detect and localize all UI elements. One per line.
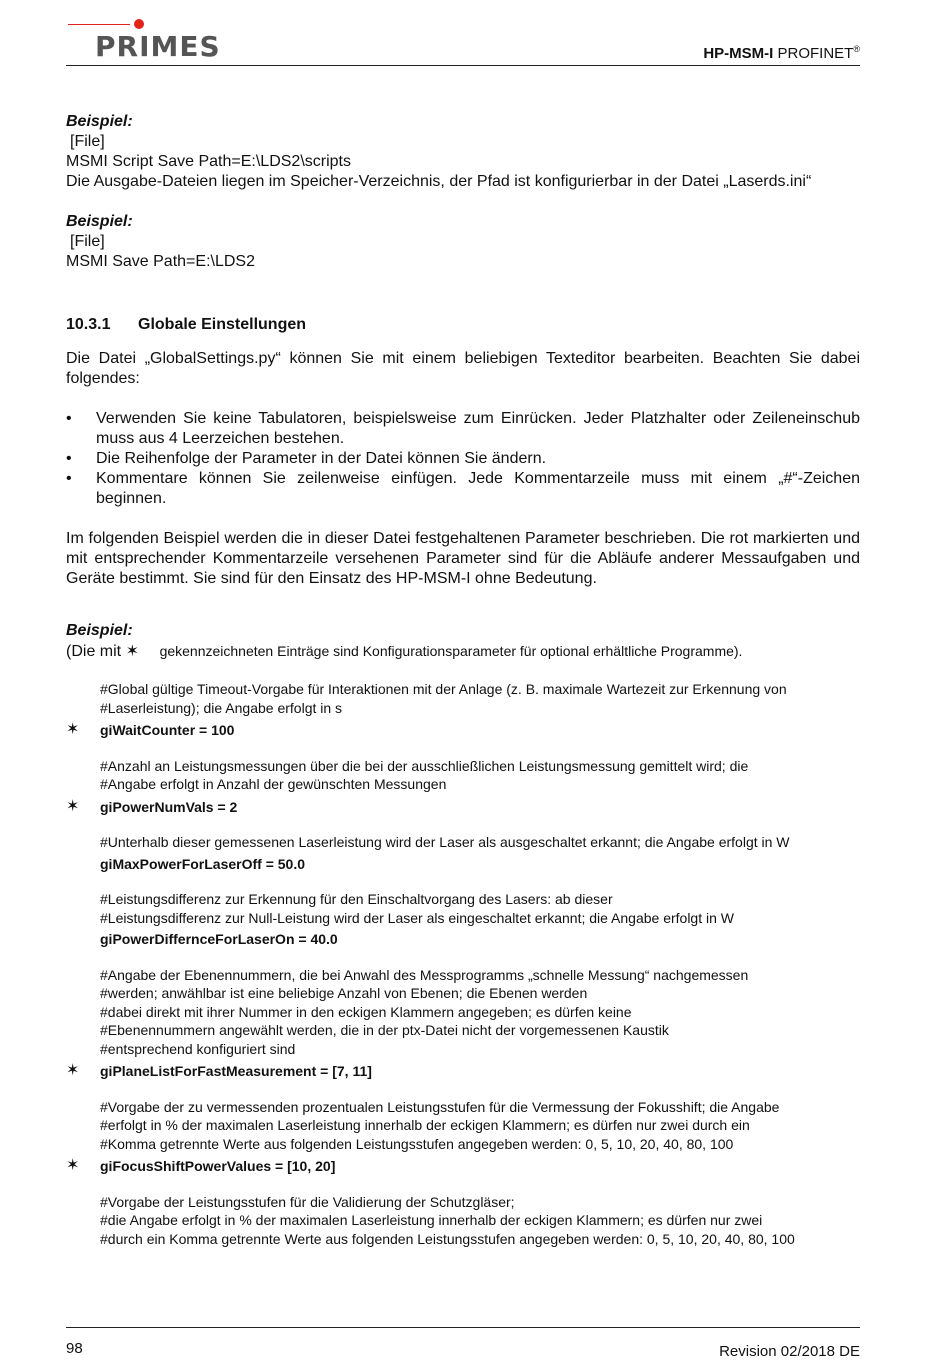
parameter-line (66, 1157, 860, 1176)
header-rule (66, 65, 860, 66)
comment-line: #Vorgabe der Leistungsstufen für die Validierung der Schutzgläser; (100, 1193, 515, 1210)
description-paragraph: Im folgenden Beispiel werden die in dieser Datei festgehaltenen Parameter beschrieben. Die rot markierten und mit entsprechender Kommentarzeile versehenen Parameter sind für die Abläufe anderer Messaufgaben und Geräte bestimmt. Sie sind für den Einsatz des HP-MSM-I ohne Bedeutung. (66, 530, 860, 587)
parameter-value: giPowerNumVals = 2 (100, 798, 238, 815)
logo-dot (134, 19, 144, 29)
list-item: • Kommentare können Sie zeilenweise einfügen. Jede Kommentarzeile muss mit einem „#“-Zeichen beginnen. (66, 469, 860, 509)
section-heading (66, 315, 860, 335)
example-label: Beispiel: (66, 113, 133, 130)
comment-line: #die Angabe erfolgt in % der maximalen Laserleistung innerhalb der eckigen Klammern; es dürfen nur zwei (100, 1212, 763, 1228)
star-icon: ✶ (66, 1157, 80, 1174)
comment-line: #Vorgabe der zu vermessenden prozentualen Leistungsstufen für die Vermessung der Fokusshift; die Angabe (100, 1098, 780, 1115)
example-line: Die Ausgabe-Dateien liegen im Speicher-Verzeichnis, der Pfad ist konfigurierbar in der Datei „Laserds.ini“ (66, 173, 812, 190)
comment-line: #Angabe erfolgt in Anzahl der gewünschten Messungen (100, 776, 447, 792)
registered-mark: ® (853, 44, 860, 54)
example-note (66, 641, 860, 662)
page-number: 98 (66, 1340, 83, 1357)
parameter-value: giPlaneListForFastMeasurement = [7, 11] (100, 1063, 372, 1079)
parameter-value: giWaitCounter = 100 (100, 722, 235, 738)
bullet-list (66, 409, 860, 509)
parameter-value: giPowerDiffernceForLaserOn = 40.0 (100, 931, 338, 947)
section-title: Globale Einstellungen (138, 316, 307, 333)
intro-paragraph: Die Datei „GlobalSettings.py“ können Sie mit einem beliebigen Texteditor bearbeiten. Beachten Sie dabei folgendes: (66, 350, 860, 387)
logo-line (68, 24, 130, 25)
example-line: MSMI Script Save Path=E:\LDS2\scripts (66, 153, 351, 170)
product-name-bold: HP-MSM-I (703, 45, 774, 62)
comment-line: #werden; anwählbar ist eine beliebige Anzahl von Ebenen; die Ebenen werden (100, 985, 588, 1001)
parameter-line (66, 721, 860, 740)
comment-line: #Ebenennummern angewählt werden, die in der ptx-Datei nicht der vorgemessenen Kaustik (100, 1022, 669, 1038)
page-content (66, 112, 860, 1248)
example-label: Beispiel: (66, 213, 133, 230)
logo-text: PRIMES (95, 30, 221, 63)
section-number: 10.3.1 (66, 316, 111, 333)
comment-line: #Angabe der Ebenennummern, die bei Anwahl des Messprogramms „schnelle Messung“ nachgemessen (100, 966, 749, 983)
product-title (703, 44, 860, 62)
footer-rule (66, 1327, 860, 1328)
star-icon: ✶ (66, 797, 80, 815)
comment-line: #Global gültige Timeout-Vorgabe für Interaktionen mit der Anlage (z. B. maximale Wartezeit zur Erkennung von (100, 681, 787, 697)
primes-logo (68, 18, 221, 66)
parameter-value: giFocusShiftPowerValues = [10, 20] (100, 1158, 336, 1174)
comment-line: #Leistungsdifferenz zur Null-Leistung wird der Laser als eingeschaltet erkannt; die Angabe erfolgt in W (100, 909, 734, 926)
parameter-line (66, 1062, 860, 1081)
revision-label: Revision 02/2018 DE (719, 1343, 860, 1360)
parameter-value: giMaxPowerForLaserOff = 50.0 (100, 855, 306, 872)
comment-line: #Unterhalb dieser gemessenen Laserleistung wird der Laser als ausgeschaltet erkannt; die Angabe erfolgt in W (100, 834, 790, 850)
note-text: gekennzeichneten Einträge sind Konfigurationsparameter für optional erhältliche Programme). (159, 643, 743, 659)
star-icon: ✶ (125, 643, 139, 660)
comment-line: #Anzahl an Leistungsmessungen über die bei der ausschließlichen Leistungsmessung gemittelt wird; die (100, 757, 749, 774)
parameter-line (66, 798, 860, 817)
comment-line: #Laserleistung); die Angabe erfolgt in s (100, 699, 343, 716)
comment-line: #durch ein Komma getrennte Werte aus folgenden Leistungsstufen angegeben werden: 0, 5, 10, 20, 40, 80, 100 (100, 1230, 795, 1247)
comment-line: #entsprechend konfiguriert sind (100, 1040, 296, 1057)
example-label: Beispiel: (66, 622, 133, 639)
code-example (66, 680, 860, 1248)
star-icon: ✶ (66, 1062, 80, 1079)
example-line: MSMI Save Path=E:\LDS2 (66, 253, 255, 270)
note-prefix: (Die mit (66, 643, 122, 660)
comment-line: #dabei direkt mit ihrer Nummer in den eckigen Klammern angegeben; es dürfen keine (100, 1003, 632, 1020)
comment-line: #erfolgt in % der maximalen Laserleistung innerhalb der eckigen Klammern; es dürfen nur zwei durch ein (100, 1117, 750, 1133)
comment-line: #Komma getrennte Werte aus folgenden Leistungsstufen angegeben werden: 0, 5, 10, 20, 40, 80, 100 (100, 1135, 734, 1152)
product-name-rest: PROFINET (773, 45, 854, 62)
example-line: [File] (70, 233, 105, 250)
star-icon: ✶ (66, 721, 80, 738)
comment-line: #Leistungsdifferenz zur Erkennung für den Einschaltvorgang des Lasers: ab dieser (100, 891, 613, 907)
list-item: • Verwenden Sie keine Tabulatoren, beispielsweise zum Einrücken. Jeder Platzhalter oder Zeileneinschub muss aus 4 Leerzeichen bestehen. (66, 409, 860, 449)
list-item: • Die Reihenfolge der Parameter in der Datei können Sie ändern. (66, 449, 860, 469)
example-line: [File] (70, 133, 105, 150)
